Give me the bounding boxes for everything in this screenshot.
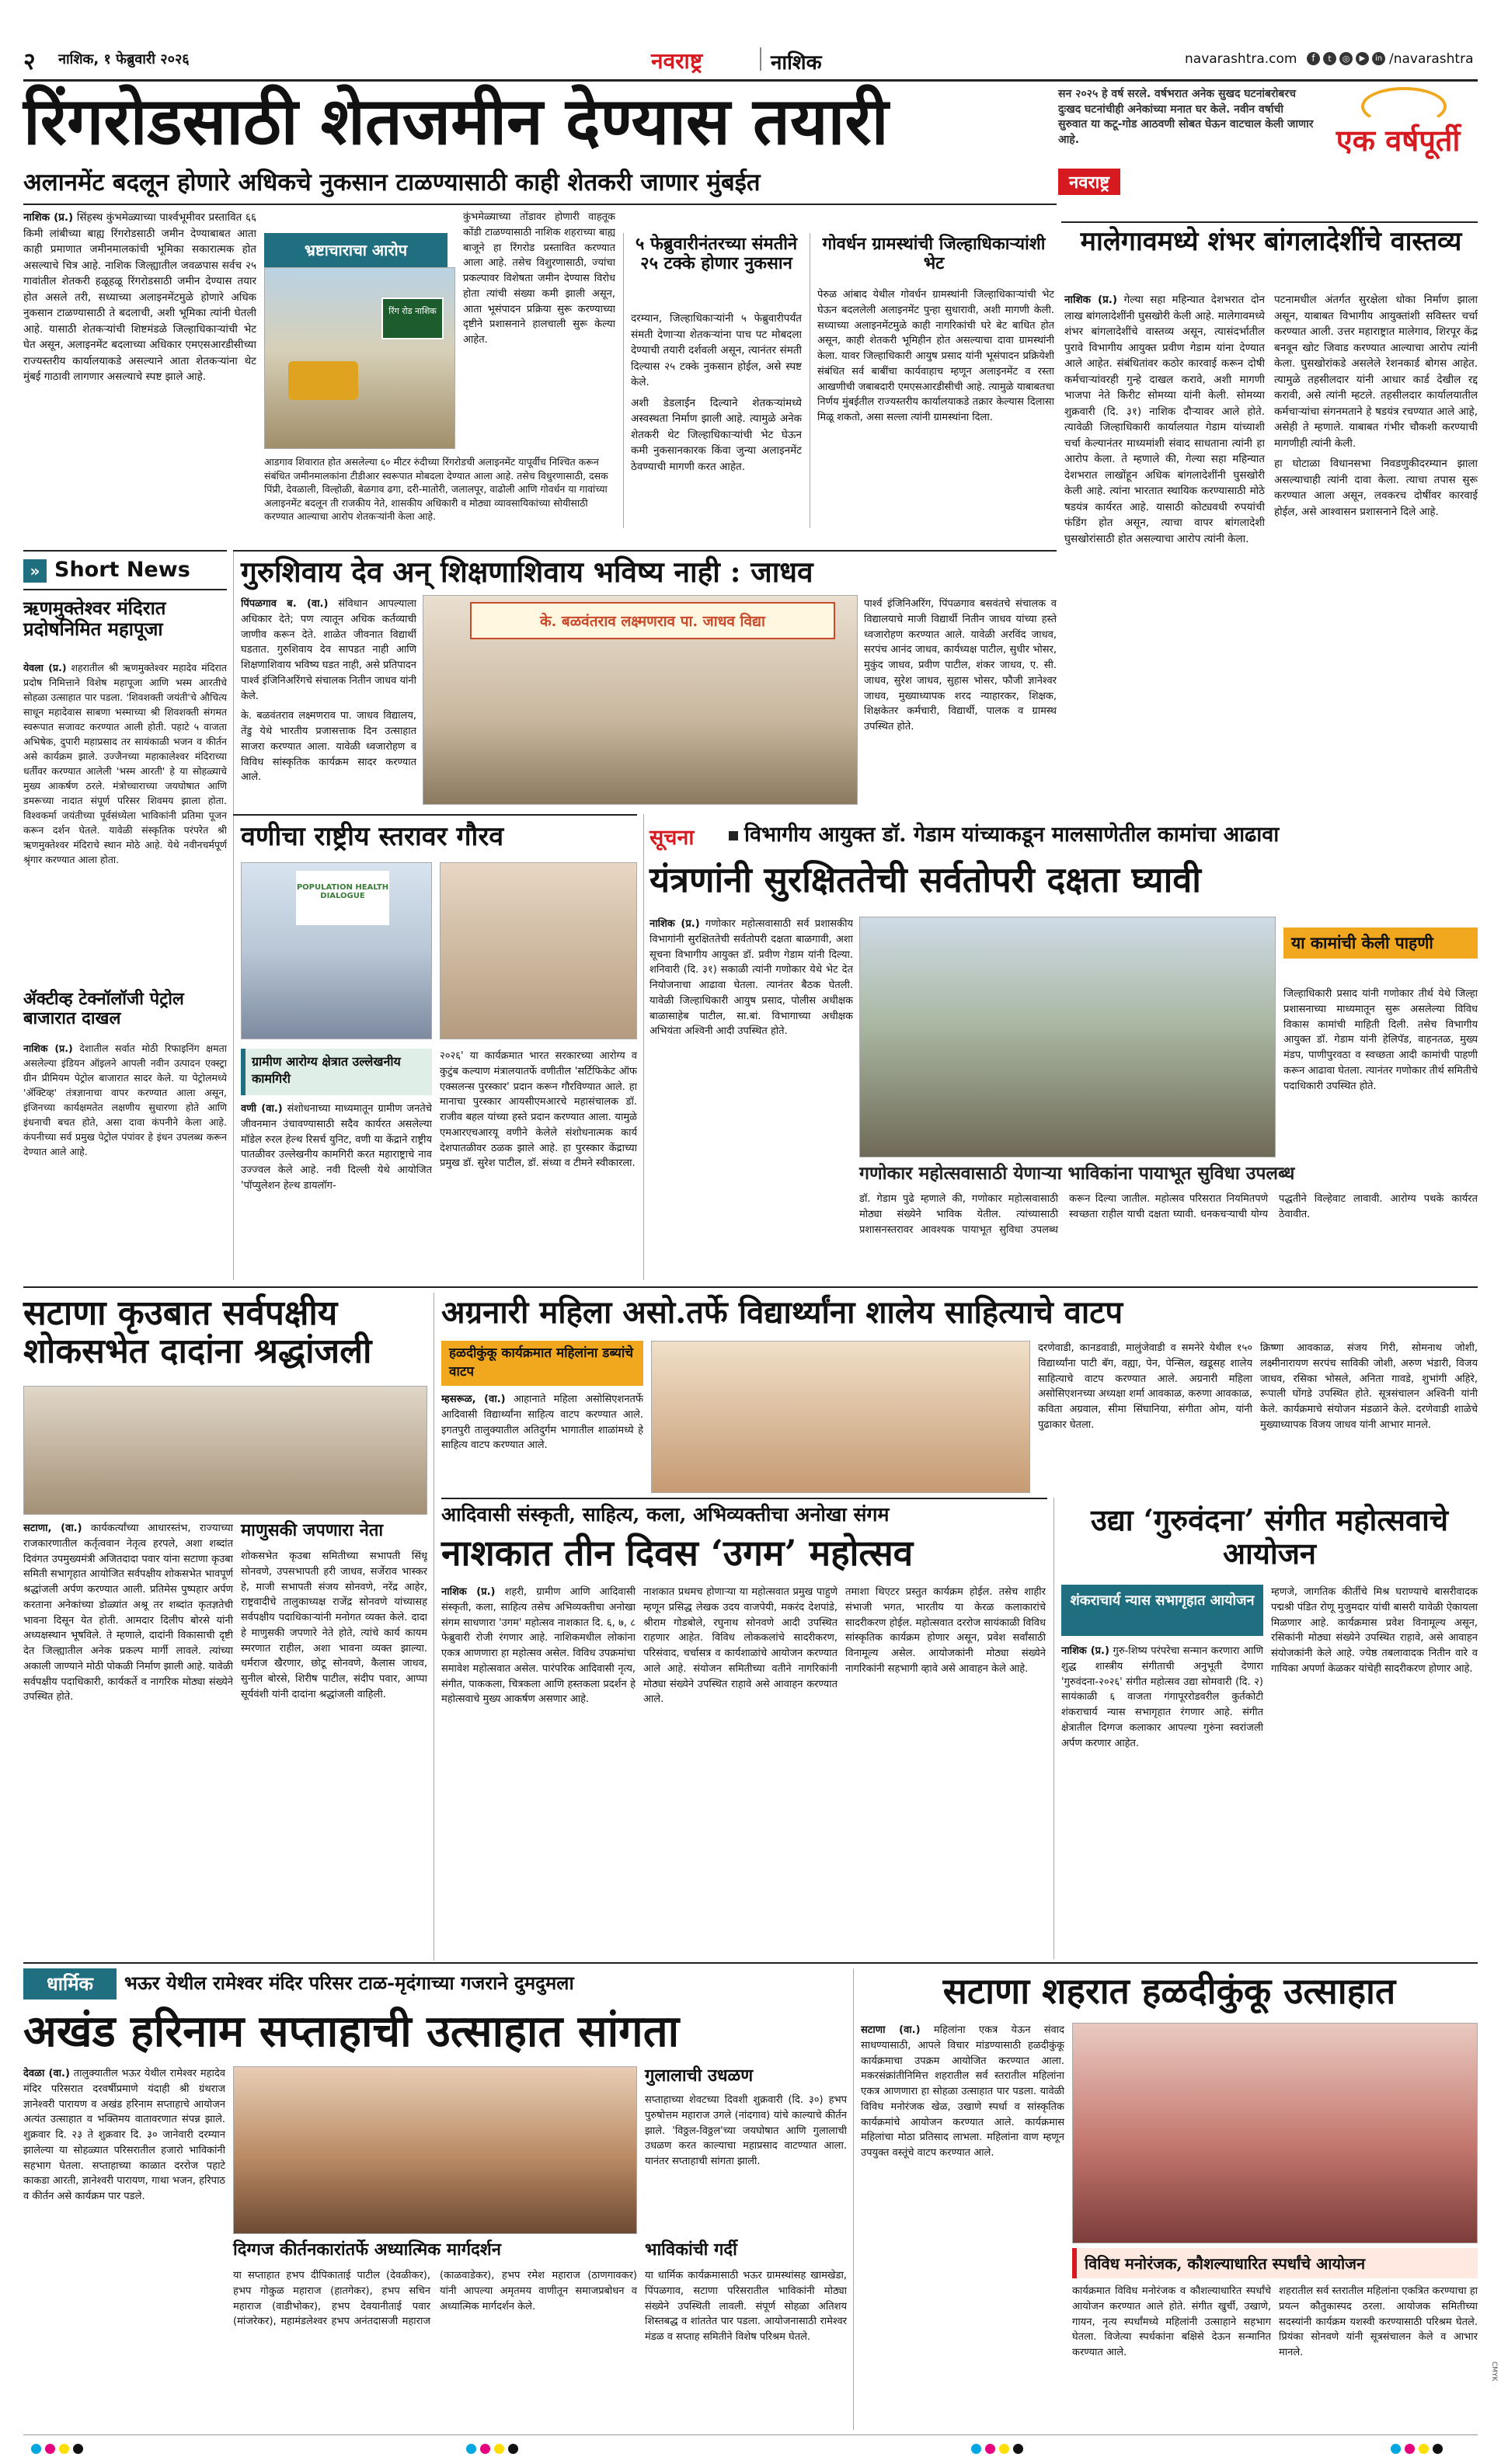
malegaon-headline: मालेगावमध्ये शंभर बांगलादेशींचे वास्तव्य (1080, 226, 1462, 257)
cmyk-label: CMYK (1490, 2361, 1498, 2382)
edition-name: नाशिक (771, 51, 822, 75)
dharmik-dateline: देवळा (वा.) (23, 2068, 70, 2079)
guru-photo-banner: के. बळवंतराव लक्ष्मणराव पा. जाधव विद्या (470, 602, 835, 639)
vani-headline: वणीचा राष्ट्रीय स्तरावर गौरव (241, 821, 504, 852)
satana-rule (23, 1286, 1478, 1288)
agranari-photo-label: हळदीकुंकू कार्यक्रमात महिलांना डब्यांचे वाटप (441, 1341, 643, 1386)
ugam-body-3: तमाशा थिएटर प्रस्तुत कार्यक्रम होईल. तसेच शाहीर संभाजी भगत, भारतीय या केरळ कलाकारांचे सादरीकरण होईल. महोत्सवात दररोज सायंकाळी विविध सांस्कृतिक कार्यक्रम होणार असून, प्रवेश सर्वांसाठी विनामूल्य असेल. आयोजकांनी मोठ्या संख्येने नागरिकांनी सहभागी व्हावे असे आवाहन केले आहे. (845, 1586, 1046, 1675)
ugam-body-text: शहरी, ग्रामीण आणि आदिवासी संस्कृती, कला, साहित्य तसेच अभिव्यक्तीचा अनोखा संगम साधणारा 'उगम' महोत्सव नाशकात दि. ६, ७, ८ फेब्रुवारी रोजी रंगणार आहे. नाशिकमधील लोकांना एकत्र आणणारा हा महोत्सव असेल. विविध उपक्रमांचा समावेश महोत्सवात असेल. पारंपरिक आदिवासी नृत्य, संगीत, पाककला, चित्रकला आणि हस्तकला प्रदर्शन हे महोत्सवाचे मुख्य आकर्षण असणार आहे. (441, 1586, 636, 1706)
guru-rule (233, 550, 1057, 552)
one-year-ring (1361, 87, 1447, 126)
short-news-item2-dateline: नाशिक (प्र.) (23, 1042, 73, 1054)
reg-dot-magenta (985, 2444, 995, 2454)
city-date: नाशिक, १ फेब्रुवारी २०२६ (58, 51, 190, 68)
vani-body (241, 1101, 432, 1282)
short-news-title: Short News (54, 558, 190, 582)
reg-dot-cyan (1391, 2444, 1401, 2454)
short-news-item2-title: ॲक्टीव्ह टेक्नॉलॉजी पेट्रोल बाजारात दाखल (23, 989, 184, 1028)
social-handle[interactable]: /navarashtra (1389, 51, 1474, 67)
vani-photo (241, 862, 432, 1039)
agranari-dateline: म्हसरूळ, (वा.) (441, 1394, 506, 1405)
sootchana-dateline: नाशिक (प्र.) (650, 918, 700, 930)
sootchana-body-text: गणोकार महोत्सवासाठी सर्व प्रशासकीय विभागांनी सुरक्षिततेची सर्वतोपरी दक्षता बाळगावी, अशा सूचना विभागीय आयुक्त डॉ. प्रवीण गेडाम यांनी दिल्या. शनिवारी (दि. ३१) सकाळी त्यांनी गणोकार येथे भेट देत नियोजनाचा आढावा घेतला. त्यानंतर बैठक घेतली. यावेळी जिल्हाधिकारी आयुष प्रसाद, पोलीस अधीक्षक बाळासाहेब पाटील, सा.बां. विभागाच्या अधीक्षक अभियंता अश्विनी आदी उपस्थित होते. (650, 918, 853, 1038)
lead-side-headline: गोवर्धन ग्रामस्थांची जिल्हाधिकाऱ्यांशी भेट (822, 234, 1046, 273)
facebook-icon[interactable]: f (1307, 52, 1320, 65)
registration-marks-center (466, 2444, 528, 2456)
reg-dot-black (73, 2444, 83, 2454)
satana-shok-headline: सटाणा कृउबात सर्वपक्षीय शोकसभेत दादांना श्रद्धांजली (23, 1293, 372, 1372)
lead-headline: रिंगरोडसाठी शेतजमीन देण्यास तयारी (23, 82, 889, 159)
reg-dot-black (1013, 2444, 1023, 2454)
masthead-rule (23, 79, 1478, 82)
registration-marks-left (31, 2444, 93, 2456)
short-news-item1-body (23, 660, 227, 987)
reg-dot-cyan (466, 2444, 476, 2454)
haldikunku-headline: सटाणा शहरात हळदीकुंकू उत्साहात (942, 1970, 1396, 2012)
haldikunku-sub-body-2: शहरातील सर्व स्तरातील महिलांना एकत्रित करण्याचा हा प्रयत्न कौतुकास्पद ठरला. आयोजक समितीच्या सदस्यांनी कार्यक्रम यशस्वी करण्यासाठी परिश्रम घेतले. प्रियंका सोनवणे यांनी सूत्रसंचालन केले व आभार मानले. (1279, 2285, 1478, 2358)
reg-dot-yellow (1419, 2444, 1429, 2454)
short-news-item1-text: शहरातील श्री ऋणमुक्तेश्वर महादेव मंदिरात प्रदोष निमित्ताने विशेष महापूजा आणि भस्म आरतीचे सोहळा उत्साहात पार पडला. 'शिवशक्ती जयंती'चे औचित्य साधून महादेवास साबणा भस्माच्या श्री शिवशक्ती संगमत स्वरूपात सजावट करण्यात आली होती. पहाटे ५ वाजता अभिषेक, दुपारी महाप्रसाद तर सायंकाळी भजन व कीर्तन असे कार्यक्रम झाले. उज्जैनच्या महाकालेश्वर मंदिराच्या धर्तीवर करण्यात आलेली 'भस्म आरती' हे या सोहळ्याचे मुख्य आकर्षण ठरले. मंत्रोच्चाराच्या जयघोषात आणि डमरूच्या नादात संपूर्ण परिसर शिवमय झाला होता. विश्वकर्मा जयंतीच्या पूर्वसंध्येला भाविकांनी प्रतिमा पूजन करून दर्शन घेतले. यावेळी संस्कृतिक परंपरेत श्री ऋणमुक्तेश्वर मंदिराचे स्थान मोठे आहे. येथे नवीनचर्मपूर्ण श्रृंगार करण्यात आला होता. (23, 662, 227, 865)
linkedin-icon[interactable]: in (1372, 52, 1385, 65)
vani-photo-banner: POPULATION HEALTH DIALOGUE (296, 871, 389, 925)
malegaon-body (1064, 292, 1265, 828)
reg-dot-cyan (971, 2444, 981, 2454)
one-year-text: सन २०२५ हे वर्ष सरले. वर्षभरात अनेक सुखद घटनांबरोबरच दुःखद घटनांचीही अनेकांच्या मनात घर केले. नवीन वर्षाची सुरुवात या कटू-गोड आठवणी सोबत घेऊन वाटचाल केली जाणार आहे. (1058, 88, 1314, 146)
agranari-body-3: क्रिष्णा आवकाळ, संजय गिरी, सोमनाथ जोशी, लक्ष्मीनारायण सरपंच साविकी जोशी, अरुण भंडारी, विजय जाधव, रसिका भोसले, अनिता गावडे, शुभांगी अहिरे, रूपाली घोंगडे उपस्थित होते. सूत्रसंचालन अश्विनी यांनी केले. कार्यक्रमाचे संयोजन मंडळाने केले. दरणेवाडी शाळेचे मुख्याध्यापक विजय जाधव यांनी आभार मानले. (1260, 1342, 1478, 1431)
reg-dot-magenta (480, 2444, 490, 2454)
agranari-body (441, 1392, 643, 1493)
haldikunku-col-rule (853, 1968, 854, 2430)
satana-shok-body (23, 1521, 233, 1956)
dharmik-rule (23, 1962, 1478, 1964)
masthead-divider (760, 47, 761, 71)
guruvandana-photo-label: शंकराचार्य न्यास सभागृहात आयोजन (1061, 1585, 1263, 1636)
sootchana-sub-body: डॉ. गेडाम पुढे म्हणाले की, गणोकार महोत्सवासाठी मोठ्या संख्येने भाविक येतील. त्यांच्यासाठी प्रशासनस्तरावर आवश्यक पायाभूत सुविधा उपलब्ध करून दिल्या जातील. महोत्सव परिसरात नियमितपणे स्वच्छता राहील याची दक्षता घ्यावी. धनकचऱ्याची योग्य पद्धतीने विल्हेवाट लावावी. आरोग्य पथके कार्यरत ठेवावीत. (859, 1193, 1478, 1236)
excavator-shape (288, 361, 358, 400)
lead-rule (23, 204, 1057, 205)
short-news-item1-title: ऋणमुक्तेश्वर मंदिरात प्रदोषनिमित महापूजा (23, 597, 166, 640)
guruvandana-col-rule (1053, 1498, 1054, 1959)
ugam-rule (441, 1498, 1047, 1499)
sootchana-photo (859, 917, 1276, 1157)
vani-body-2: २०२६' या कार्यक्रमात भारत सरकारच्या आरोग्य व कुटुंब कल्याण मंत्रालयातर्फे वणीतील 'सर्टिफिकेट ऑफ एक्सलन्स पुरस्कार' प्रदान करून गौरविण्यात आले. हा मानाचा पुरस्कार आयसीएमआरचे महासंचालक डॉ. राजीव बहल यांच्या हस्ते प्रदान करण्यात आला. यामुळे एमआरएचआरयू वणीने केलेले संशोधनात्मक कार्य देशपातळीवर ठळक झाले आहे. हा पुरस्कार केंद्राच्या प्रमुख डॉ. सुरेश पाटील, डॉ. संध्या व टीमने स्वीकारला. (440, 1050, 637, 1170)
reg-dot-black (1433, 2444, 1443, 2454)
lead-box-point-2: अशी डेडलाईन दिल्याने शेतकऱ्यांमध्ये अस्वस्थता निर्माण झाली आहे. त्यामुळे अनेक शेतकरी थेट जिल्हाधिकाऱ्यांची भेट घेऊन कमी नुकसानकारक किंवा जुन्या अलाइनमेंट ठेवण्याची मागणी करत आहेत. (631, 396, 802, 473)
vani-photo-label: ग्रामीण आरोग्य क्षेत्रात उल्लेखनीय कामगिरी (241, 1049, 432, 1095)
youtube-icon[interactable]: ▶ (1356, 52, 1369, 65)
dharmik-kirtan-title: दिग्गज कीर्तनकारांतर्फे अध्यात्मिक मार्गदर्शन (233, 2240, 501, 2260)
malegaon-body-2-text: पटनामधील अंतर्गत सुरक्षेला धोका निर्माण झाला असून, याबाबत विभागीय आयुक्तांशी सविस्तर चर्चा करण्यात आली. उत्तर महाराष्ट्रात मालेगाव, शिरपूर केंद्र बनवून खोट जिवाड करण्यात आल्याचा आरोप त्यांनी केला. घुसखोरांकडे असलेले रेशनकार्ड बोगस आहेत. त्यामुळे तहसीलदार यांनी आधार कार्ड देखील रद्द करावी, असे त्यांनी म्हटले. तहसीलदार कार्यालयातील कर्मचाऱ्यांचा संगनमताने हे षडयंत्र रचण्यात आले आहे, असेही ते म्हणाले. याबाबत गंभीर चौकशी करण्याची मागणीही त्यांनी केली. (1274, 294, 1478, 450)
haldikunku-sub-body: कार्यक्रमात विविध मनोरंजक व कौशल्याधारित स्पर्धांचे आयोजन करण्यात आले होते. संगीत खुर्ची, उखाणे, गायन, नृत्य स्पर्धांमध्ये महिलांनी उत्साहाने सहभाग घेतला. विजेत्या स्पर्धकांना बक्षिसे देऊन सन्मानित करण्यात आले. (1072, 2285, 1271, 2358)
satana-shok-box-body: शोकसभेत कृउबा समितीच्या सभापती सिंधू सोनवणे, उपसभापती हरी जाधव, सर्जेराव भास्कर हे, माजी सभापती संजय सोनवणे, नरेंद्र आहेर, राष्ट्रवादीचे तालुकाध्यक्ष राजेंद्र सोनवणे यांच्यासह सर्वपक्षीय पदाधिकाऱ्यांनी मनोगत व्यक्त केले. दादा हे माणुसकी जपणारे नेते होते, त्यांचे कार्य कायम स्मरणात राहील, अशा भावना व्यक्त झाल्या. धर्मराज खैरणार, छोटू सोनवणे, कैलास जाधव, सुनील बोरसे, शिरीष पाटील, संदीप पवार, आप्पा सूर्यवंशी यांनी दादांना श्रद्धांजली वाहिली. (241, 1550, 427, 1700)
agranari-body-text: आहानाते महिला असोसिएशनतर्फे आदिवासी विद्यार्थ्यांना साहित्य वाटप करण्यात आले. इगतपुरी तालुक्यातील अतिदुर्गम भागातील शाळांमध्ये हे साहित्य वाटप करण्यात आले. (441, 1394, 643, 1452)
lead-col-rule (623, 233, 624, 528)
masthead (23, 43, 1478, 77)
guru-photo (423, 595, 858, 805)
sootchana-side-body: जिल्हाधिकारी प्रसाद यांनी गणोकार तीर्थ येथे जिल्हा प्रशासनाच्या माध्यमातून सुरू असलेल्या विविध विकास कामांची माहिती दिली. तसेच विभागीय आयुक्त डॉ. गेडाम यांनी हेलिपॅड, वाहनतळ, मुख्य मंडप, पाणीपुरवठा व स्वच्छता आदी कामांची पाहणी करून आढावा घेतला. त्यानंतर गणोकार तीर्थ समितीचे पदाधिकारी उपस्थित होते. (1283, 988, 1478, 1092)
vani-body-text: संशोधनाच्या माध्यमातून ग्रामीण जनतेचे जीवनमान उंचावण्यासाठी सदैव कार्यरत असलेल्या मॉडेल रुरल हेल्थ रिसर्च युनिट, वणी या केंद्राने राष्ट्रीय पातळीवर उल्लेखनीय कामगिरी करत महाराष्ट्राचे नाव उज्ज्वल केले आहे. नवी दिल्ली येथे आयोजित 'पॉप्युलेशन हेल्थ डायलॉग- (241, 1103, 432, 1192)
haldikunku-body-text: महिलांना एकत्र येऊन संवाद साधण्यासाठी, आपले विचार मांडण्यासाठी हळदीकुंकू कार्यक्रमाचा उपक्रम आयोजित करण्यात आला. मकरसंक्रांतीनिमित्त शहरातील सर्व स्तरातील महिलांना एकत्र आणणारा हा सोहळा उत्साहात पार पडला. यावेळी विविध मनोरंजक खेळ, उखाणे स्पर्धा व सांस्कृतिक कार्यक्रमांचे आयोजन करण्यात आले. कार्यक्रमास महिलांचा मोठा प्रतिसाद लाभला. महिलांना वाण म्हणून उपयुक्त वस्तूंचे वाटप करण्यात आले. (861, 2024, 1064, 2159)
haldikunku-photo (1072, 2023, 1478, 2243)
guru-right-text: पार्श्व इंजिनिअरिंग, पिंपळगाव बसवंतचे संचालक व विद्यालयाचे माजी विद्यार्थी नितीन जाधव यांच्या हस्ते ध्वजारोहण करण्यात आले. यावेळी अरविंद जाधव, सरपंच आनंद जाधव, कार्यध्यक्ष पाटील, सुधीर भोसर, मुकुंद जाधव, प्रवीण पाटील, शंकर जाधव, ए. सी. जाधव, सुरेश जाधव, सुहास भोसर, फौजी ज्ञानेश्वर जाधव, मुख्याध्यापक शरद न्याहारकर, शिक्षक, शिक्षकेतर कर्मचारी, विद्यार्थी, पालक व ग्रामस्थ उपस्थित होते. (864, 598, 1057, 733)
guru-headline: गुरुशिवाय देव अन् शिक्षणाशिवाय भविष्य नाही : जाधव (241, 555, 813, 589)
short-news-col-rule (233, 550, 234, 1280)
agranari-body-2: दरणेवाडी, कानडवाडी, मालुंजेवाडी व समनेरे येथील १५० विद्यार्थ्यांना पाटी बॅग, वह्या, पेन, पेन्सिल, खडूसह शालेय साहित्याचे वाटप करण्यात आले. अग्रनारी महिला असोसिएशनच्या अध्यक्षा शर्मा आवकाळ, करुणा आवकाळ, कविता अग्रवाल, सीमा सिंघानिया, संगीता ओम, यांनी पुढाकार घेतला. (1038, 1342, 1252, 1431)
agranari-photo (651, 1341, 1030, 1493)
satana-shok-body-text: कार्यकर्त्यांच्या आधारस्तंभ, राज्याच्या राजकारणातील कर्तृत्ववान नेतृत्व हरपले, अशा शब्दांत दिवंगत उपमुख्यमंत्री अजितदादा पवार यांना सटाणा कृउबा समिती सभागृहात आयोजित सर्वपक्षीय शोकसभेत भावपूर्ण श्रद्धांजली अर्पण करण्यात आली. प्रतिमेस पुष्पहार अर्पण करताना अनेकांच्या डोळ्यांत अश्रू तर शब्दांत कृतज्ञतेची भावना दिसून येत होती. आमदार दिलीप बोरसे यांनी अध्यक्षस्थान भूषविले. ते म्हणाले, दादांनी विकासाची दृष्टी देत जिल्ह्यातील अनेक प्रकल्प मार्गी लावले. त्यांच्या अकाली जाण्याने मोठी पोकळी निर्माण झाली आहे. यावेळी सर्वपक्षीय पदाधिकारी, कार्यकर्ते व नागरिक मोठ्या संख्येने उपस्थित होते. (23, 1523, 233, 1704)
registration-marks-right (1391, 2444, 1453, 2456)
satana-shok-dateline: सटाणा, (वा.) (23, 1523, 82, 1534)
haldikunku-photo-label: विविध मनोरंजक, कौशल्याधारित स्पर्धांचे आयोजन (1072, 2248, 1478, 2278)
vani-photo-2 (440, 862, 637, 1039)
page-number: २ (23, 48, 36, 75)
lead-dateline: नाशिक (प्र.) (23, 211, 74, 224)
short-news-item1-dateline: येवला (प्र.) (23, 662, 67, 673)
website-link[interactable]: navarashtra.com (1185, 51, 1297, 67)
lead-box-points (631, 311, 802, 544)
right-col-rule (1061, 221, 1478, 223)
sootchana-kicker: विभागीय आयुक्त डॉ. गेडाम यांच्याकडून मालसाणेतील कामांचा आढावा (744, 823, 1280, 847)
bottom-rule (23, 2434, 1478, 2435)
lead-photo-label: भ्रष्टाचाराचा आरोप (264, 233, 448, 267)
reg-dot-yellow (999, 2444, 1009, 2454)
ugam-dateline: नाशिक (प्र.) (441, 1586, 496, 1598)
guru-body-2-text: के. बळवंतराव लक्ष्मणराव पा. जाधव विद्यालय, तेंडु येथे भारतीय प्रजासत्ताक दिन उत्साहात साजरा करण्यात आला. यावेळी ध्वजारोहण व विविध सांस्कृतिक कार्यक्रम सादर करण्यात आले. (241, 710, 416, 784)
short-news-rule (23, 550, 227, 552)
guru-dateline: पिंपळगाव ब. (वा.) (241, 598, 329, 610)
dharmik-rose-body: सप्ताहाच्या शेवटच्या दिवशी शुक्रवारी (दि. ३०) हभप पुरुषोत्तम महाराज उगले (नांदगाव) यांचे काल्याचे कीर्तन झाले. 'विठ्ठल-विठ्ठल'च्या जयघोषात आणि गुलालाची उधळण करत काल्याचा महाप्रसाद वाटण्यात आला. यानंतर सप्ताहाची सांगता झाली. (645, 2094, 847, 2167)
reg-dot-cyan (31, 2444, 41, 2454)
sootchana-body (650, 917, 853, 1150)
dharmik-label: धार्मिक (23, 1968, 117, 1999)
dharmik-body (23, 2066, 225, 2428)
lead-photo-caption: आडगाव शिवारात होत असलेल्या ६० मीटर रुंदीच्या रिंगरोडची अलाइनमेंट यापूर्वीच निश्चित करून संबंधित जमीनमालकांना टीडीआर स्वरूपात मोबदला देण्यात आला आहे. तसेच विधुरणासाठी, दसक पिंप्री, देवळाली, विल्होळी, बेळगाव ढगा, दरी-मातोरी, जलालपूर, वाढोली आणि गोवर्धन या गावांच्या अलाइनमेंट बदलून ती राजकीय नेते, शासकीय अधिकारी व मोठ्या व्यावसायिकांच्या सोयीसाठी करण्यात आल्याचा आरोप शेतकऱ्यांनी केला आहे. (264, 456, 608, 522)
vani-rule (233, 814, 637, 816)
short-news-item2-text: देशातील सर्वात मोठी रिफाइनिंग क्षमता असलेल्या इंडियन ऑइलने आपली नवीन उत्पादन एक्स्ट्रा ग्रीन प्रीमियम पेट्रोल बाजारात सादर केले. या पेट्रोलमध्ये 'ॲक्टिव्ह' तंत्रज्ञानाचा वापर करण्यात आला असून, इंजिनच्या कार्यक्षमतेत लक्षणीय सुधारणा होते आणि इंधनाची बचत होते, असा दावा कंपनीने केला आहे. कंपनीच्या सर्व प्रमुख पेट्रोल पंपांवर हे इंधन उपलब्ध करून देण्यात आले आहे. (23, 1042, 227, 1157)
haldikunku-dateline: सटाणा (वा.) (861, 2024, 921, 2036)
guru-body (241, 597, 416, 806)
lead-box-headline: ५ फेब्रुवारीनंतरच्या संमतीने २५ टक्के होणार नुकसान (635, 234, 798, 273)
dharmik-kirtan-body: या सप्ताहात हभप दीपिकाताई पाटील (देवळीकर), हभप गोकुळ महाराज (हातगेकर), हभप सचिन महाराज (वाडीभोकर), हभप देवयानीताई पवार (मांजरेकर), महामंडलेश्वर हभप अनंतदासजी महाराज (काळवाडेकर), हभप रमेश महाराज (ठाणगावकर) यांनी आपल्या अमृतमय वाणीतून समाजप्रबोधन व अध्यात्मिक मार्गदर्शन केले. (233, 2270, 637, 2328)
lead-col2-text: कुंभमेळ्याच्या तोंडावर होणारी वाहतूक कोंडी टाळण्यासाठी नाशिक शहराच्या बाह्य बाजूने हा रिंगरोड प्रस्तावित करण्यात आला आहे. तसेच विशुरणासाठी, ज्यांचा प्रकल्पावर विशेषता जमीन देण्यास विरोध होता त्यांची संख्या कमी झाली असून, आता भूसंपादन प्रक्रिया सुरू करण्याच्या दृष्टीने प्रशासनाने हालचाली सुरू केल्या आहेत. (463, 211, 615, 346)
dharmik-photo (233, 2066, 637, 2234)
lead-photo (264, 267, 455, 449)
lead-side-body: पेरुळ आंबाद येथील गोवर्धन ग्रामस्थांनी जिल्हाधिकाऱ्यांची भेट घेऊन बदललेली अलाइनमेंट पुन्हा सुधारावी, अशी मागणी केली. सध्याच्या अलाइनमेंटमुळे काही नागरिकांची घरे बेट बाधित होत असून, काही शेतकरी भूमिहीन होत असल्याचा दावा ग्रामस्थांनी केला. यावर जिल्हाधिकारी आयुष प्रसाद यांनी भूसंपादन प्रक्रियेशी संबंधित सर्व बाबींचा कार्यवाहाच म्हणून अलाइनमेंट व रस्ता आखणीची जबाबदारी एमएसआरडीसीची आहे. त्यामुळे याबाबतचा निर्णय मुंबईतील राज्यस्तरीय कार्यालयाकडे तक्रार केल्यास दिलासा मिळू शकतो, असा सल्ला त्यांनी ग्रामस्थांना दिला. (817, 289, 1054, 423)
sootchana-headline: यंत्रणांनी सुरक्षिततेची सर्वतोपरी दक्षता घ्यावी (650, 859, 1201, 900)
lead-subhead: अलानमेंट बदलून होणारे अधिकचे नुकसान टाळण्यासाठी काही शेतकरी जाणार मुंबईत (23, 169, 761, 197)
guru-body-text: संविधान आपल्याला अधिकार देते; पण त्यातून अधिक कर्तव्याची जाणीव करून देते. शाळेत जीवनात विद्यार्थी घडतात. गुरुशिवाय देव सापडत नाही आणि शिक्षणाशिवाय भविष्य घडत नाही, असे प्रतिपादन पार्श्व इंजिनिअरिंगचे संचालक नितीन जाधव यांनी केले. (241, 598, 416, 702)
sootchana-side-title: या कामांची केली पाहणी (1283, 927, 1478, 959)
road-sign: रिंग रोड नाशिक (381, 298, 444, 339)
guruvandana-dateline: नाशिक (प्र.) (1061, 1645, 1109, 1657)
lead-body-text: सिंहस्थ कुंभमेळ्याच्या पार्श्वभूमीवर प्रस्तावित ६६ किमी लांबीच्या बाह्य रिंगरोडसाठी जमीन देण्याबाबत आता काही प्रमाणात जमीनमालकांची भूमिका सकारात्मक होत असल्याचे चित्र आहे. नाशिक जिल्ह्यातील जवळपास सर्वच २५ गावांतील शेतकरी हळूहळू रिंगरोडसाठी जमीन देण्यास तयार होत असले तरी, सध्याच्या अलाइनमेंटमुळे होणारे अधिक नुकसान टाळण्यासाठी ते बदलाची, अशी भूमिका त्यांनी घेतली आहे. यासाठी शेतकऱ्यांची शिष्टमंडळे जिल्हाधिकाऱ्यांची भेट घेत असून, अलाइनमेंट बदलाच्या अधिकार एमएसआरडीसीच्या राज्यस्तरीय कार्यालयाकडे असल्याने आता शेतकऱ्यांना थेट मुंबई गाठावी लागणार असल्याचे स्पष्ट झाले आहे. (23, 211, 256, 384)
haldikunku-body (861, 2023, 1064, 2428)
reg-dot-magenta (1405, 2444, 1415, 2454)
dharmik-body-text: तालुक्यातील भऊर येथील रामेश्वर महादेव मंदिर परिसरात दरवर्षीप्रमाणे यंदाही श्री ग्रंथराज ज्ञानेश्वरी पारायण व अखंड हरिनाम सप्ताहाचे आयोजन अत्यंत उत्साहात व भक्तिमय वातावरणात संपन्न झाले. शुक्रवार दि. २३ ते शुक्रवार दि. ३० जानेवारी दरम्यान झालेल्या या सोहळ्यात परिसरातील हजारो भाविकांनी सहभाग घेतला. सप्ताहाच्या काळात दररोज पहाटे काकडा आरती, ज्ञानेश्वरी पारायण, गाथा भजन, हरिपाठ व कीर्तन असे कार्यक्रम पार पडले. (23, 2068, 225, 2202)
ugam-kicker: आदिवासी संस्कृती, साहित्य, कला, अभिव्यक्तीचा अनोखा संगम (441, 1503, 890, 1526)
registration-marks-mid (971, 2444, 1033, 2456)
ugam-body-2: नाशकात प्रथमच होणाऱ्या या महोत्सवात प्रमुख पाहुणे म्हणून प्रसिद्ध लेखक उदय वाजपेयी, मकरंद देशपांडे, श्रीराम गोडबोले, रघुनाथ सोनवणे आदी उपस्थित राहणार आहेत. विविध लोककलांचे सादरीकरण, परिसंवाद, चर्चासत्र व कार्यशाळांचे आयोजन करण्यात आले आहे. संयोजन समितीच्या वतीने नागरिकांनी मोठ्या संख्येने उपस्थित राहावे असे आवाहन करण्यात आले. (643, 1586, 838, 1706)
one-year-logo-small: नवराष्ट्र (1058, 169, 1120, 195)
malegaon-dateline: नाशिक (प्र.) (1064, 294, 1118, 306)
lead-box-point-1: दरम्यान, जिल्हाधिकाऱ्यांनी ५ फेब्रुवारीपर्यंत संमती देणाऱ्या शेतकऱ्यांना पाच पट मोबदला देण्याची तयारी दर्शवली असून, त्यानंतर संमती दिल्यास २५ टक्के नुकसान होईल, असे स्पष्ट केले. (631, 312, 802, 389)
sootchana-label: सूचना (650, 826, 695, 850)
vani-dateline: वणी (वा.) (241, 1103, 283, 1115)
reg-dot-black (508, 2444, 518, 2454)
ugam-body (441, 1585, 636, 1956)
paper-name: नवराष्ट्र (651, 48, 703, 74)
twitter-icon[interactable]: t (1323, 52, 1336, 65)
dharmik-headline: अखंड हरिनाम सप्ताहाची उत्साहात सांगता (23, 2006, 680, 2057)
dharmik-kicker: भऊर येथील रामेश्वर मंदिर परिसर टाळ-मृदंगाच्या गजराने दुमदुमला (124, 1972, 574, 1994)
sootchana-sub-headline: गणोकार महोत्सवासाठी येणाऱ्या भाविकांना पायाभूत सुविधा उपलब्ध (859, 1163, 1295, 1184)
reg-dot-magenta (45, 2444, 55, 2454)
guruvandana-body-text: गुरु-शिष्य परंपरेचा सन्मान करणारा आणि शुद्ध शास्त्रीय संगीताची अनुभूती देणारा 'गुरुवंदना-२०२६' संगीत महोत्सव उद्या सोमवारी (दि. २) सायंकाळी ६ वाजता गंगापूररोडवरील कुर्तकोटी शंकराचार्य न्यास सभागृहात रंगणार आहे. संगीत क्षेत्रातील दिग्गज कलाकार आपल्या गुरुंना स्वरांजली अर्पण करणार आहेत. (1061, 1645, 1263, 1749)
short-news-item2-body (23, 1041, 227, 1274)
lead-body (23, 210, 256, 559)
dharmik-bhav-title: भाविकांची गर्दी (645, 2240, 737, 2260)
short-news-arrow-icon: » (23, 559, 47, 583)
dharmik-bhav-body: या धार्मिक कार्यक्रमासाठी भऊर ग्रामस्थांसह खामखेडा, पिंपळगाव, सटाणा परिसरातील भाविकांनी मोठ्या संख्येने उपस्थिती लावली. संपूर्ण सोहळा अतिशय शिस्तबद्ध व शांततेत पार पडला. आयोजनासाठी रामेश्वर मंडळ व सप्ताह समितीने विशेष परिश्रम घेतले. (645, 2270, 847, 2343)
reg-dot-yellow (494, 2444, 504, 2454)
one-year-box (1058, 87, 1478, 219)
malegaon-body-2 (1274, 292, 1478, 828)
agranari-headline: अग्रनारी महिला असो.तर्फे विद्यार्थ्यांना शालेय साहित्याचे वाटप (441, 1294, 1123, 1331)
satana-shok-photo (23, 1386, 427, 1515)
guruvandana-body-2: म्हणजे, जागतिक कीर्तीचे मिश्र घराण्याचे बासरीवादक पद्मश्री पंडित रोणू मुजुमदार यांची बासरी यावेळी ऐकायला मिळणार आहे. कार्यक्रमास प्रवेश विनामूल्य असून, रसिकांनी मोठ्या संख्येने उपस्थित राहावे, असे आवाहन संयोजकांनी केले आहे. ज्येष्ठ तबलावादक नितीन वारे व गायिका अपर्णा केळकर यांचेही सादरीकरण होणार आहे. (1271, 1586, 1478, 1675)
sootchana-kicker-bullet (729, 831, 738, 840)
malegaon-body-text: गेल्या सहा महिन्यात देशभरात दोन लाख बांगलादेशींनी घुसखोरी केली आहे. मालेगावमध्ये शंभर बांगलादेशींचे वास्तव्य असून, त्यासंदर्भातील पुरावे विभागीय आयुक्त प्रवीण गेडाम यांना देण्यात आले आहेत. संबंधितांवर कठोर कारवाई करून दोषी कर्मचाऱ्यांवरही गुन्हे दाखल करावे, अशी मागणी भाजपा नेते किरीट सोमय्या यांनी केली. सोमय्या शुक्रवारी (दि. ३१) नाशिक दौऱ्यावर आले होते. त्यावेळी जिल्हाधिकारी कार्यालयात गेडाम यांच्याशी चर्चा केल्यानंतर माध्यमांशी संवाद साधताना त्यांनी हा आरोप केला. ते म्हणाले की, गेल्या सहा महिन्यात देशभरात लाखोंहून अधिक बांगलादेशींनी घुसखोरी केली आहे. त्यांना भारतात स्थायिक करण्यासाठी मोठे षडयंत्र कार्यरत आहे. यासाठी कोट्यवधी रुपयांची फंडिंग होत असून, त्याचा वापर बांगलादेशी घुसखोरांसाठी होत असल्याचा आरोप त्यांनी केला. (1064, 294, 1265, 545)
guruvandana-headline: उद्या ‘गुरुवंदना’ संगीत महोत्सवाचे आयोजन (1090, 1502, 1449, 1571)
satana-shok-box-headline: माणुसकी जपणारा नेता (241, 1520, 384, 1540)
one-year-logo-big: एक वर्षपूर्ती (1336, 123, 1461, 158)
reg-dot-yellow (59, 2444, 69, 2454)
short-news-header (23, 556, 227, 590)
dharmik-rose-title: गुलालाची उधळण (645, 2066, 754, 2086)
guruvandana-body (1061, 1644, 1263, 1956)
sootchana-col-rule (643, 814, 644, 1280)
malegaon-body-3-text: हा घोटाळा विधानसभा निवडणुकीदरम्यान झाला असल्याचाही त्यांनी दावा केला. त्याचा तपास सुरू करण्यात आला असून, लवकरच दोषींवर कारवाई होईल, असे आश्वासन प्रशासनाने दिले आहे. (1274, 458, 1478, 518)
instagram-icon[interactable]: ◎ (1339, 52, 1353, 65)
ugam-headline: नाशकात तीन दिवस ‘उगम’ महोत्सव (441, 1532, 914, 1574)
